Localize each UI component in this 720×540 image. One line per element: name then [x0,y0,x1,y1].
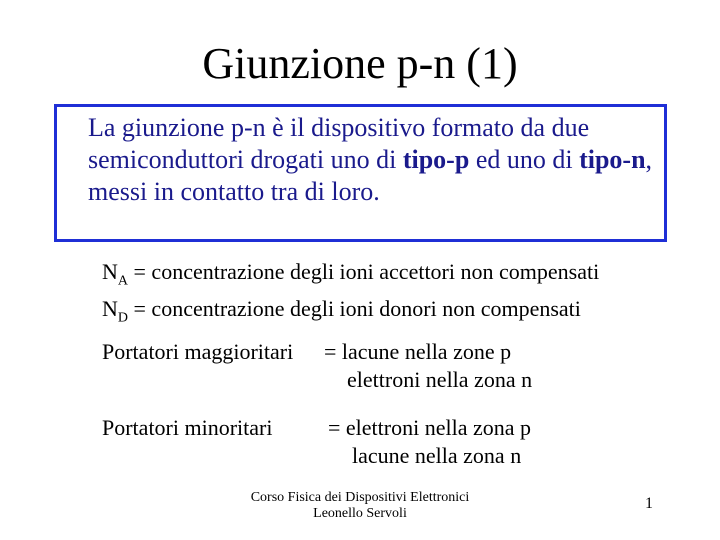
definition-text: = concentrazione degli ioni accettori non compensati [128,259,600,284]
definition-symbol: N [102,259,118,284]
majority-line2: elettroni nella zona n [347,367,533,392]
intro-text [88,112,668,208]
definition-symbol: N [102,296,118,322]
definition-subscript: D [117,310,129,326]
definitions [102,258,599,333]
page-number: 1 [645,495,653,512]
footer [210,490,510,522]
majority-line1: = lacune nella zone p [324,339,512,364]
minority-label: Portatori minoritari [102,415,273,440]
majority-label: Portatori maggioritari [102,339,294,364]
intro-part2: ed uno di [469,145,580,174]
keyword-tipo-n: tipo-n [579,145,646,174]
definition-nd [102,295,599,332]
keyword-tipo-p: tipo-p [402,145,470,174]
footer-course: Corso Fisica dei Dispositivi Elettronici [250,490,470,505]
definition-na [102,258,599,295]
intro-part1: La giunzione p-n è il dispositivo formato da due semiconduttori drogati uno di [88,113,590,174]
minority-line1: = elettroni nella zona p [328,415,531,440]
definition-text: = concentrazione degli ioni donori non compensati [128,296,581,322]
intro-part3: , messi in contatto tra di loro. [88,145,653,206]
definition-subscript: A [117,273,129,289]
minority-line2: lacune nella zona n [352,443,522,468]
footer-author: Leonello Servoli [313,506,407,521]
slide-title: Giunzione p-n (1) [202,39,518,88]
